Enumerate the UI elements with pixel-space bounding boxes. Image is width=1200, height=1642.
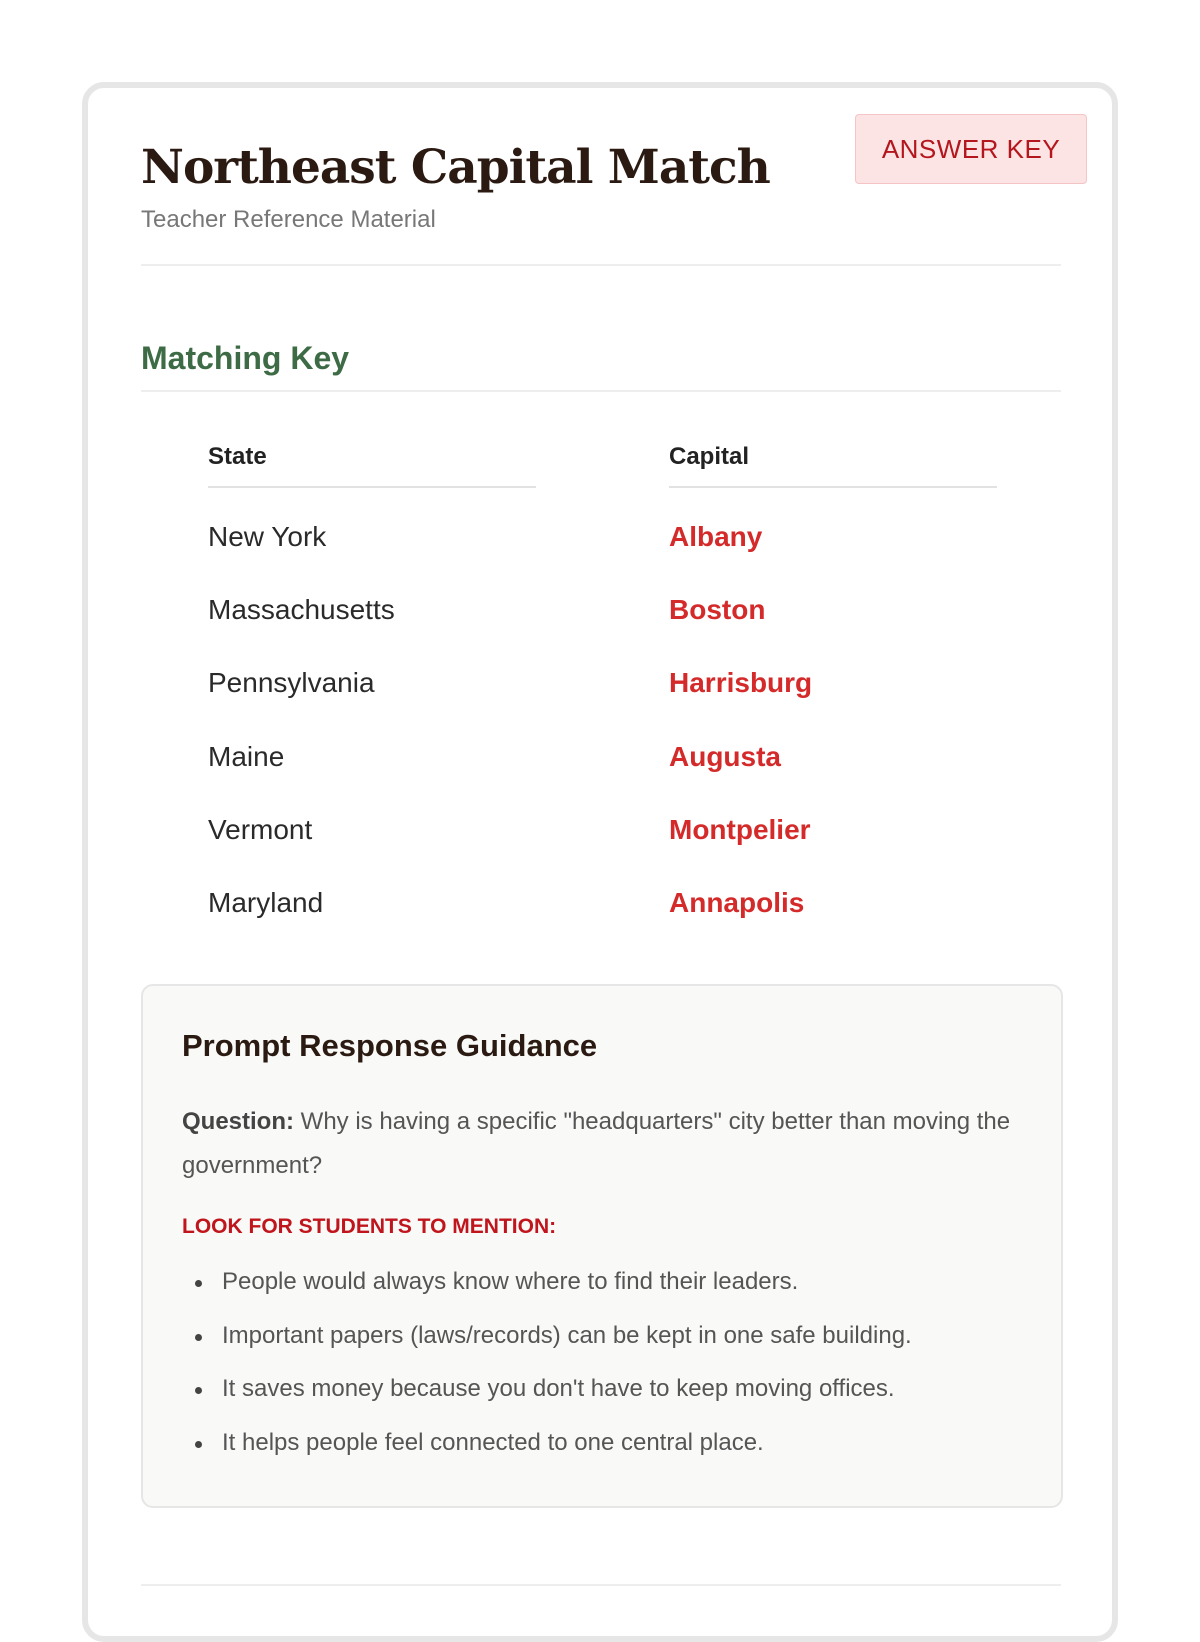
bullet-icon xyxy=(195,1387,202,1394)
guidance-title: Prompt Response Guidance xyxy=(182,1028,598,1063)
list-item-text: People would always know where to find their leaders. xyxy=(222,1268,799,1295)
list-item-text: It saves money because you don't have to keep moving offices. xyxy=(222,1375,895,1402)
look-for-list xyxy=(182,1268,912,1482)
bullet-icon xyxy=(195,1441,202,1448)
footer-divider xyxy=(141,1584,1061,1586)
list-item xyxy=(182,1375,912,1429)
capital-answer: Montpelier xyxy=(669,814,811,845)
list-item xyxy=(182,1268,912,1322)
bullet-icon xyxy=(195,1334,202,1341)
bullet-icon xyxy=(195,1280,202,1287)
capital-answer: Boston xyxy=(669,594,766,625)
list-item xyxy=(182,1429,912,1483)
list-item-text: It helps people feel connected to one central place. xyxy=(222,1428,764,1456)
capital-answer: Albany xyxy=(669,521,763,552)
page-subtitle: Teacher Reference Material xyxy=(141,206,436,233)
state-name: New York xyxy=(208,521,327,552)
table-row xyxy=(0,521,1200,561)
state-column-header: State xyxy=(208,443,267,470)
capital-answer: Annapolis xyxy=(669,887,805,918)
answer-key-badge: ANSWER KEY xyxy=(855,114,1087,184)
table-row xyxy=(0,887,1200,927)
list-item-text: Important papers (laws/records) can be kept in one safe building. xyxy=(222,1321,912,1349)
question-text: Why is having a specific "headquarters" city better than moving the government? xyxy=(182,1108,1011,1179)
state-column-rule xyxy=(208,486,536,488)
table-row xyxy=(0,814,1200,854)
section-divider xyxy=(141,390,1061,392)
look-for-label: LOOK FOR STUDENTS TO MENTION: xyxy=(182,1215,557,1238)
state-name: Maine xyxy=(208,741,285,772)
table-row xyxy=(0,594,1200,634)
capital-answer: Harrisburg xyxy=(669,667,813,698)
capital-column-header: Capital xyxy=(669,443,750,470)
question-label: Question: xyxy=(182,1108,294,1135)
table-row xyxy=(0,741,1200,781)
state-name: Maryland xyxy=(208,887,324,918)
capital-column-rule xyxy=(669,486,997,488)
state-name: Massachusetts xyxy=(208,594,395,625)
header-divider xyxy=(141,264,1061,266)
guidance-question xyxy=(182,1100,1012,1188)
table-row xyxy=(0,667,1200,707)
state-name: Pennsylvania xyxy=(208,667,375,698)
capital-answer: Augusta xyxy=(669,741,781,772)
page-title: Northeast Capital Match xyxy=(141,140,770,195)
list-item xyxy=(182,1322,912,1376)
matching-key-heading: Matching Key xyxy=(141,340,350,376)
state-name: Vermont xyxy=(208,814,313,845)
